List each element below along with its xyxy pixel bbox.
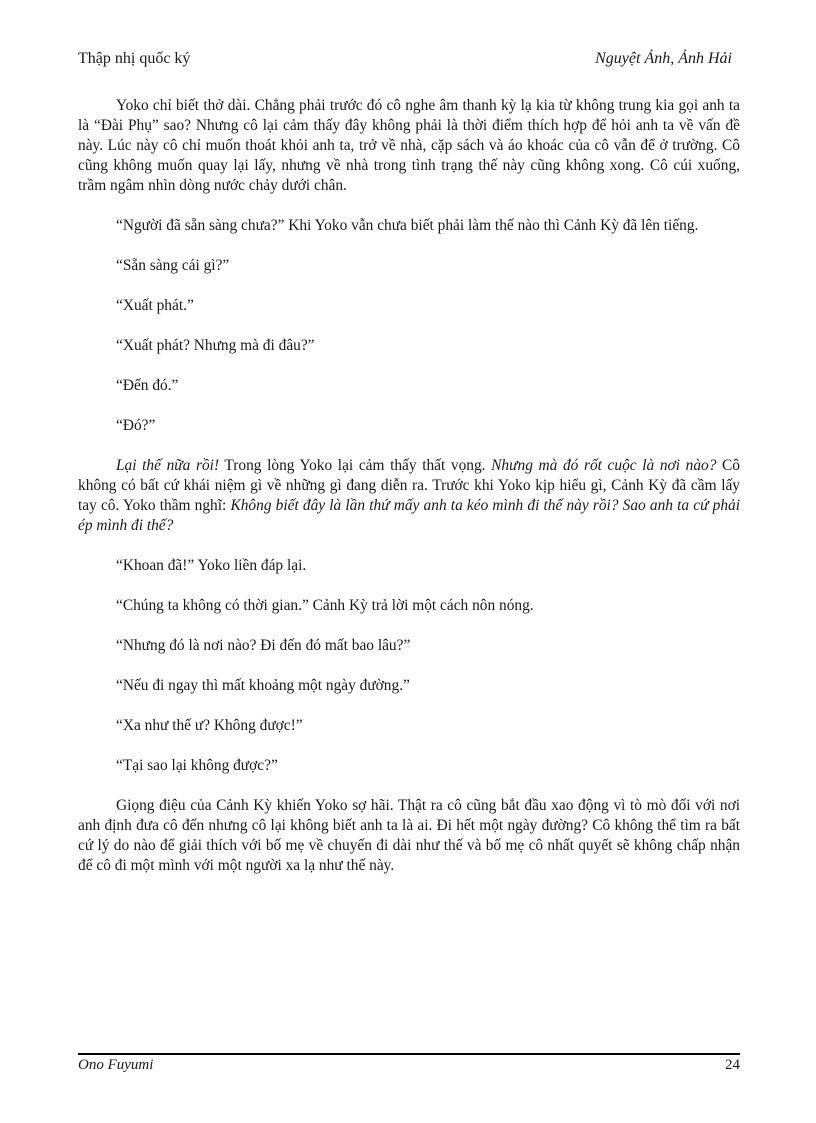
paragraph (78, 556, 740, 576)
paragraph-text: Cô không có bất cứ khái niệm gì về những gì đang diễn ra. Trước khi Yoko kịp hiểu gì, Cảnh Kỳ đã cầm lấy tay cô. Yoko thầm nghĩ: (78, 457, 741, 514)
footer-divider (78, 1053, 740, 1055)
page-number: 24 (725, 1057, 740, 1073)
paragraph-text: Yoko chỉ biết thở dài. Chẳng phải trước đó cô nghe âm thanh kỳ lạ kia từ không trung kia gọi anh ta là “Đài Phụ” sao? Nhưng cô lại cảm thấy đây không phải là thời điểm thích hợp để hỏi anh ta về vấn đề này. Lúc này cô chỉ muốn thoát khỏi anh ta, trở về nhà, cặp sách và áo khoác của cô vẫn để ở trường. Cô cũng không muốn quay lại lấy, nhưng về nhà trong tình trạng thế này cũng không xong. Cô cúi xuống, trầm ngâm nhìn dòng nước chảy dưới chân. (78, 97, 740, 194)
paragraph-text: “Khoan đã!” Yoko liền đáp lại. (116, 557, 307, 574)
translator-credit: Nguyệt Ảnh, Ảnh Hải (595, 50, 732, 67)
paragraph (78, 376, 740, 396)
paragraph (78, 456, 740, 536)
paragraph-text: “Người đã sẵn sàng chưa?” Khi Yoko vẫn chưa biết phải làm thế nào thì Cảnh Kỳ đã lên tiếng. (116, 217, 699, 234)
paragraph-text: “Chúng ta không có thời gian.” Cảnh Kỳ trả lời một cách nôn nóng. (116, 597, 534, 614)
paragraph (78, 796, 740, 876)
paragraph-text: “Đó?” (116, 417, 156, 434)
paragraph-text: “Đến đó.” (116, 377, 179, 394)
paragraph-text: “Xuất phát.” (116, 297, 194, 314)
author-name: Ono Fuyumi (78, 1057, 154, 1073)
paragraph (78, 676, 740, 696)
paragraph (78, 96, 740, 196)
paragraph-text: Giọng điệu của Cảnh Kỳ khiến Yoko sợ hãi. Thật ra cô cũng bắt đầu xao động vì tò mò đối với nơi anh định đưa cô đến nhưng cô lại không biết anh ta là ai. Đi hết một ngày đường? Cô không thể tìm ra bất cứ lý do nào để giải thích với bố mẹ về chuyến đi dài như thế và bố mẹ cô nhất quyết sẽ không chấp nhận để cô đi một mình với một người xa lạ như thế này. (78, 797, 740, 874)
italic-text: Không biết đây là lần thứ mấy anh ta kéo mình đi thế này rồi? Sao anh ta cứ phải ép mình đi thế? (78, 497, 740, 534)
page-header (78, 50, 732, 72)
italic-text: Lại thế nữa rồi! (116, 457, 220, 474)
paragraph (78, 636, 740, 656)
paragraph (78, 716, 740, 736)
paragraph (78, 596, 740, 616)
paragraph (78, 416, 740, 436)
paragraph (78, 336, 740, 356)
paragraph-text: “Nếu đi ngay thì mất khoảng một ngày đường.” (116, 677, 410, 694)
paragraph-text: “Tại sao lại không được?” (116, 757, 278, 774)
paragraph (78, 756, 740, 776)
paragraph-text: “Xa như thế ư? Không được!” (116, 717, 303, 734)
paragraph-text: “Xuất phát? Nhưng mà đi đâu?” (116, 337, 315, 354)
paragraph (78, 296, 740, 316)
paragraph-text: Trong lòng Yoko lại cảm thấy thất vọng. (219, 457, 492, 474)
paragraph-text: “Sẵn sàng cái gì?” (116, 257, 230, 274)
book-title: Thập nhị quốc ký (78, 50, 191, 67)
paragraph (78, 256, 740, 276)
body-text (78, 96, 740, 876)
paragraph (78, 216, 740, 236)
paragraph-text: “Nhưng đó là nơi nào? Đi đến đó mất bao lâu?” (116, 637, 411, 654)
italic-text: Nhưng mà đó rốt cuộc là nơi nào? (491, 457, 717, 474)
